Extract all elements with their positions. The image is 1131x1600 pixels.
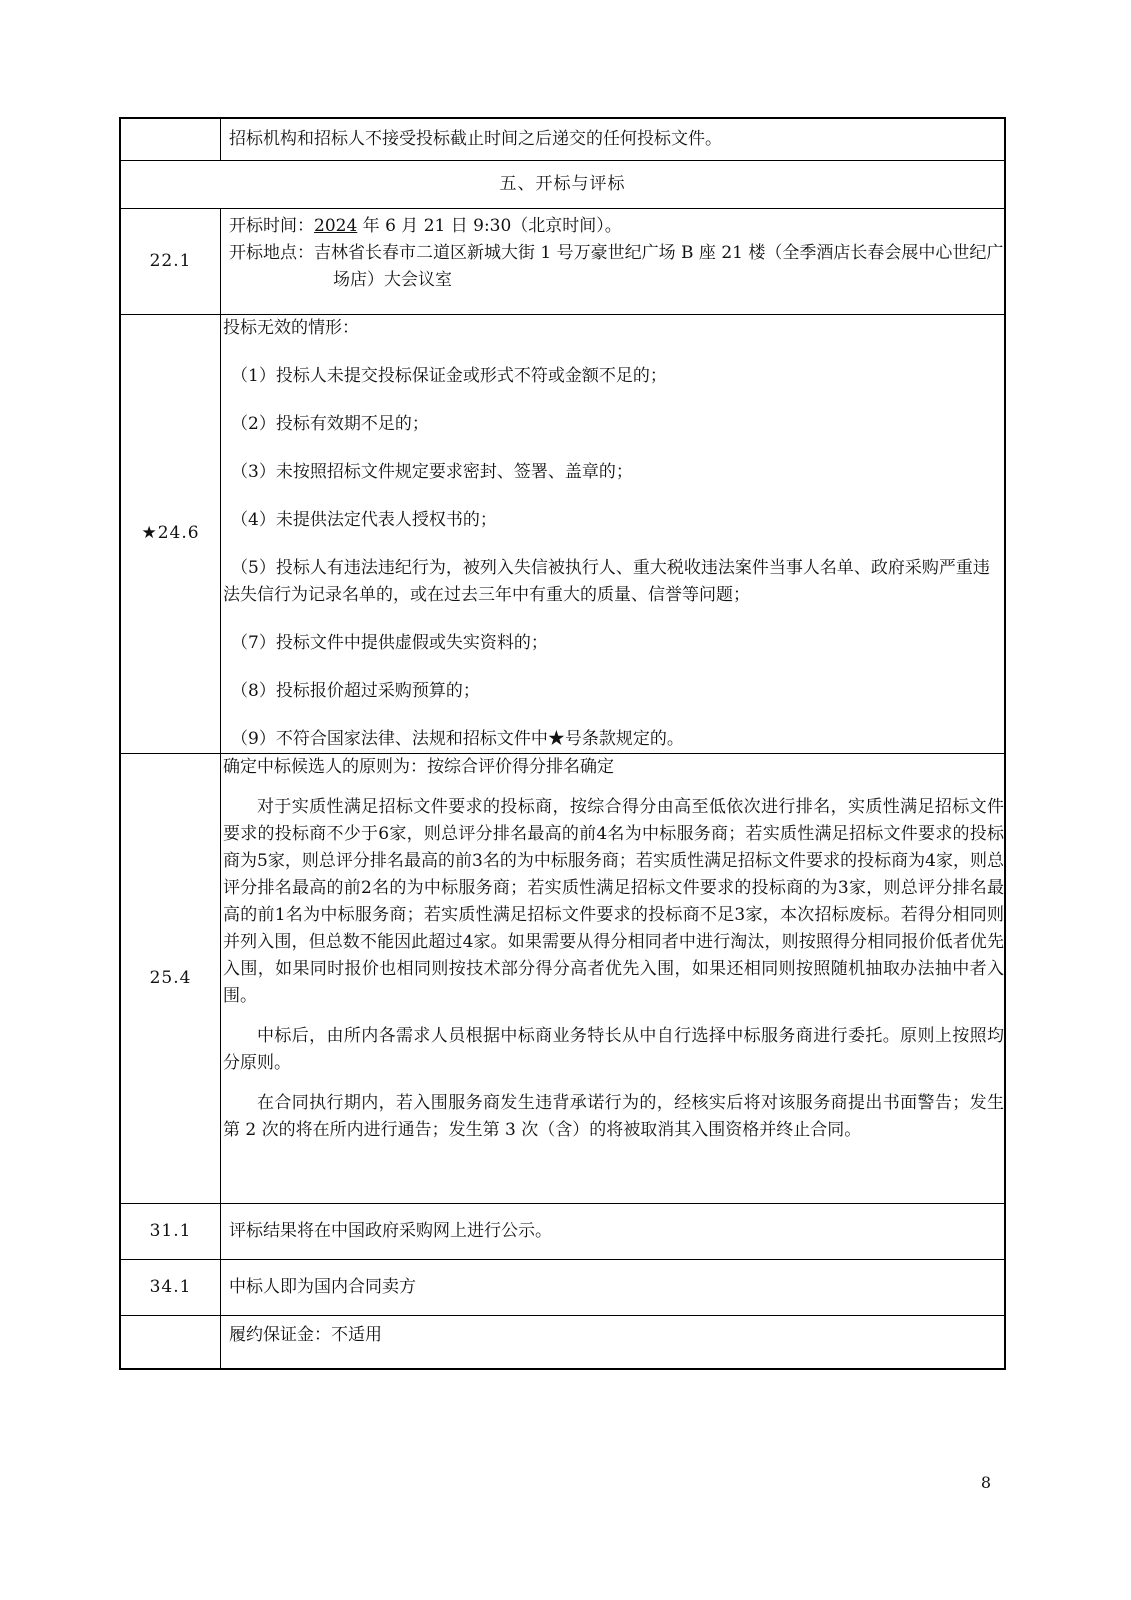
bid-data-table [119, 117, 1006, 1370]
opening-time [221, 213, 1004, 240]
clause-number [120, 1315, 221, 1369]
clause-text-line: 招标机构和招标人不接受投标截止时间之后递交的任何投标文件。 [229, 128, 722, 149]
clause-text [221, 208, 1006, 314]
invalid-bid-item: （7）投标文件中提供虚假或失实资料的； [231, 632, 548, 653]
winner-rule-paragraph: 对于实质性满足招标文件要求的投标商，按综合得分由高至低依次进行排名，实质性满足招标文件要求的投标商不少于6家，则总评分排名最高的前4名为中标服务商；若实质性满足招标文件要求的投标商为5家，则总评分排名最高的前3名的为中标服务商；若实质性满足招标文件要求的投标商为4家，则总评分排名最高的前2名的为中标服务商；若实质性满足招标文件要求的投标商的为3家，则总评分排名最高的前1名为中标服务商；若实质性满足招标文件要求的投标商不足3家，本次招标废标。若得分相同则并列入围，但总数不能因此超过4家。如果需要从得分相同者中进行淘汰，则按照得分相同报价低者优先入围，如果同时报价也相同则按技术部分得分高者优先入围，如果还相同则按照随机抽取办法抽中者入围。 [223, 796, 1004, 1006]
invalid-bid-item: （9）不符合国家法律、法规和招标文件中★号条款规定的。 [231, 728, 684, 749]
clause-number: 22.1 [120, 208, 221, 314]
winner-rule-paragraph: 中标后，由所内各需求人员根据中标商业务特长从中自行选择中标服务商进行委托。原则上按照均分原则。 [223, 1025, 1004, 1073]
page-number: 8 [980, 1473, 992, 1492]
invalid-bid-heading: 投标无效的情形： [223, 317, 359, 338]
invalid-bid-item: （3）未按照招标文件规定要求密封、签署、盖章的； [231, 461, 633, 482]
section-header-row [120, 160, 1005, 208]
invalid-bid-item: （1）投标人未提交投标保证金或形式不符或金额不足的； [231, 365, 667, 386]
opening-time-value: 年 6 月 21 日 9:30（北京时间）。 [357, 215, 622, 236]
winner-rule-heading: 确定中标候选人的原则为：按综合评价得分排名确定 [223, 756, 614, 777]
table-row [120, 208, 1005, 314]
opening-place [221, 240, 1004, 294]
clause-text [221, 1315, 1006, 1369]
clause-number: 31.1 [120, 1203, 221, 1259]
table-row [120, 753, 1005, 1203]
clause-text [221, 118, 1006, 160]
clause-number: 25.4 [120, 753, 221, 1203]
clause-number: 34.1 [120, 1259, 221, 1315]
clause-text [221, 1259, 1006, 1315]
opening-time-label: 开标时间： [229, 215, 314, 236]
clause-number: ★24.6 [120, 314, 221, 753]
clause-text [221, 1203, 1006, 1259]
invalid-bid-item: （4）未提供法定代表人授权书的； [231, 509, 497, 530]
invalid-bid-item: （8）投标报价超过采购预算的； [231, 680, 480, 701]
table-row [120, 118, 1005, 160]
clause-number [120, 118, 221, 160]
clause-text-line: 履约保证金：不适用 [229, 1324, 382, 1345]
winner-rule-paragraph: 在合同执行期内，若入围服务商发生违背承诺行为的，经核实后将对该服务商提出书面警告；发生第 2 次的将在所内进行通告；发生第 3 次（含）的将被取消其入围资格并终止合同。 [223, 1092, 1004, 1140]
table-row [120, 314, 1005, 753]
invalid-bid-item: （5）投标人有违法违纪行为，被列入失信被执行人、重大税收违法案件当事人名单、政府采购严重违法失信行为记录名单的，或在过去三年中有重大的质量、信誉等问题； [223, 557, 990, 605]
table-row [120, 1203, 1005, 1259]
clause-text [221, 753, 1006, 1203]
invalid-bid-item: （2）投标有效期不足的； [231, 413, 429, 434]
opening-place-value: 吉林省长春市二道区新城大街 1 号万豪世纪广场 B 座 21 楼（全季酒店长春会展中心世纪广场店）大会议室 [314, 242, 1004, 290]
clause-text-line: 评标结果将在中国政府采购网上进行公示。 [229, 1220, 552, 1241]
opening-place-label: 开标地点： [229, 242, 314, 263]
opening-time-year: 2024 [314, 215, 358, 236]
section-title: 五、开标与评标 [120, 160, 1005, 208]
table-row [120, 1259, 1005, 1315]
clause-text-line: 中标人即为国内合同卖方 [229, 1276, 416, 1297]
clause-text [221, 314, 1006, 753]
table-row [120, 1315, 1005, 1369]
